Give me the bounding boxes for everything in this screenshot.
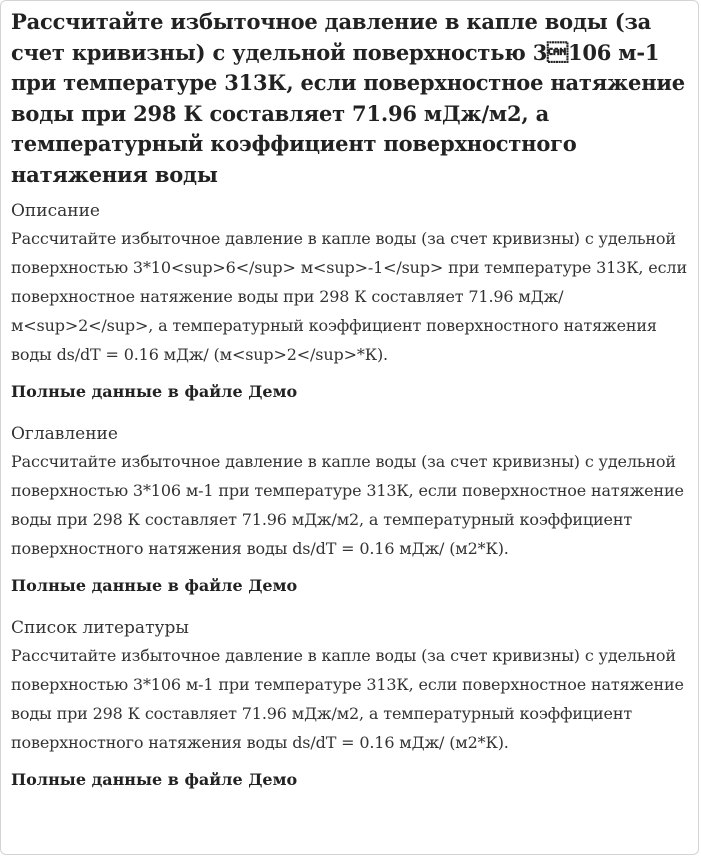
page-title: Рассчитайте избыточное давление в капле воды (за счет кривизны) с удельной поверхностью 3106 м-1 при температуре 313К, если поверхностное натяжение воды при 298 К составляет 71.96 мДж/м2, а температурный коэффициент поверхностного натяжения воды	[11, 9, 685, 187]
demo-note-bibliography: Полные данные в файле Демо	[11, 770, 298, 789]
document-content	[1, 1, 698, 793]
section-contents	[11, 421, 688, 599]
section-text-bibliography: Рассчитайте избыточное давление в капле воды (за счет кривизны) с удельной поверхностью 3*106 м-1 при температуре 313К, если поверхностное натяжение воды при 298 К составляет 71.96 мДж/м2, а температурный коэффициент поверхностного натяжения воды ds/dT = 0.16 мДж/ (м2*К).	[11, 646, 684, 752]
section-description	[11, 198, 688, 405]
demo-note-description: Полные данные в файле Демо	[11, 382, 298, 401]
section-text-contents: Рассчитайте избыточное давление в капле воды (за счет кривизны) с удельной поверхностью 3*106 м-1 при температуре 313К, если поверхностное натяжение воды при 298 К составляет 71.96 мДж/м2, а температурный коэффициент поверхностного натяжения воды ds/dT = 0.16 мДж/ (м2*К).	[11, 452, 684, 558]
section-bibliography	[11, 615, 688, 793]
section-heading-description: Описание	[11, 201, 100, 221]
section-heading-contents: Оглавление	[11, 424, 118, 444]
demo-note-contents: Полные данные в файле Демо	[11, 576, 298, 595]
section-text-description: Рассчитайте избыточное давление в капле воды (за счет кривизны) с удельной поверхностью 3*10<sup>6</sup> м<sup>-1</sup> при температуре 313К, если поверхностное натяжение воды при 298 К составляет 71.96 мДж/м<sup>2</sup>, а температурный коэффициент поверхностного натяжения воды ds/dT = 0.16 мДж/ (м<sup>2</sup>*К).	[11, 229, 687, 364]
section-heading-bibliography: Список литературы	[11, 618, 189, 638]
